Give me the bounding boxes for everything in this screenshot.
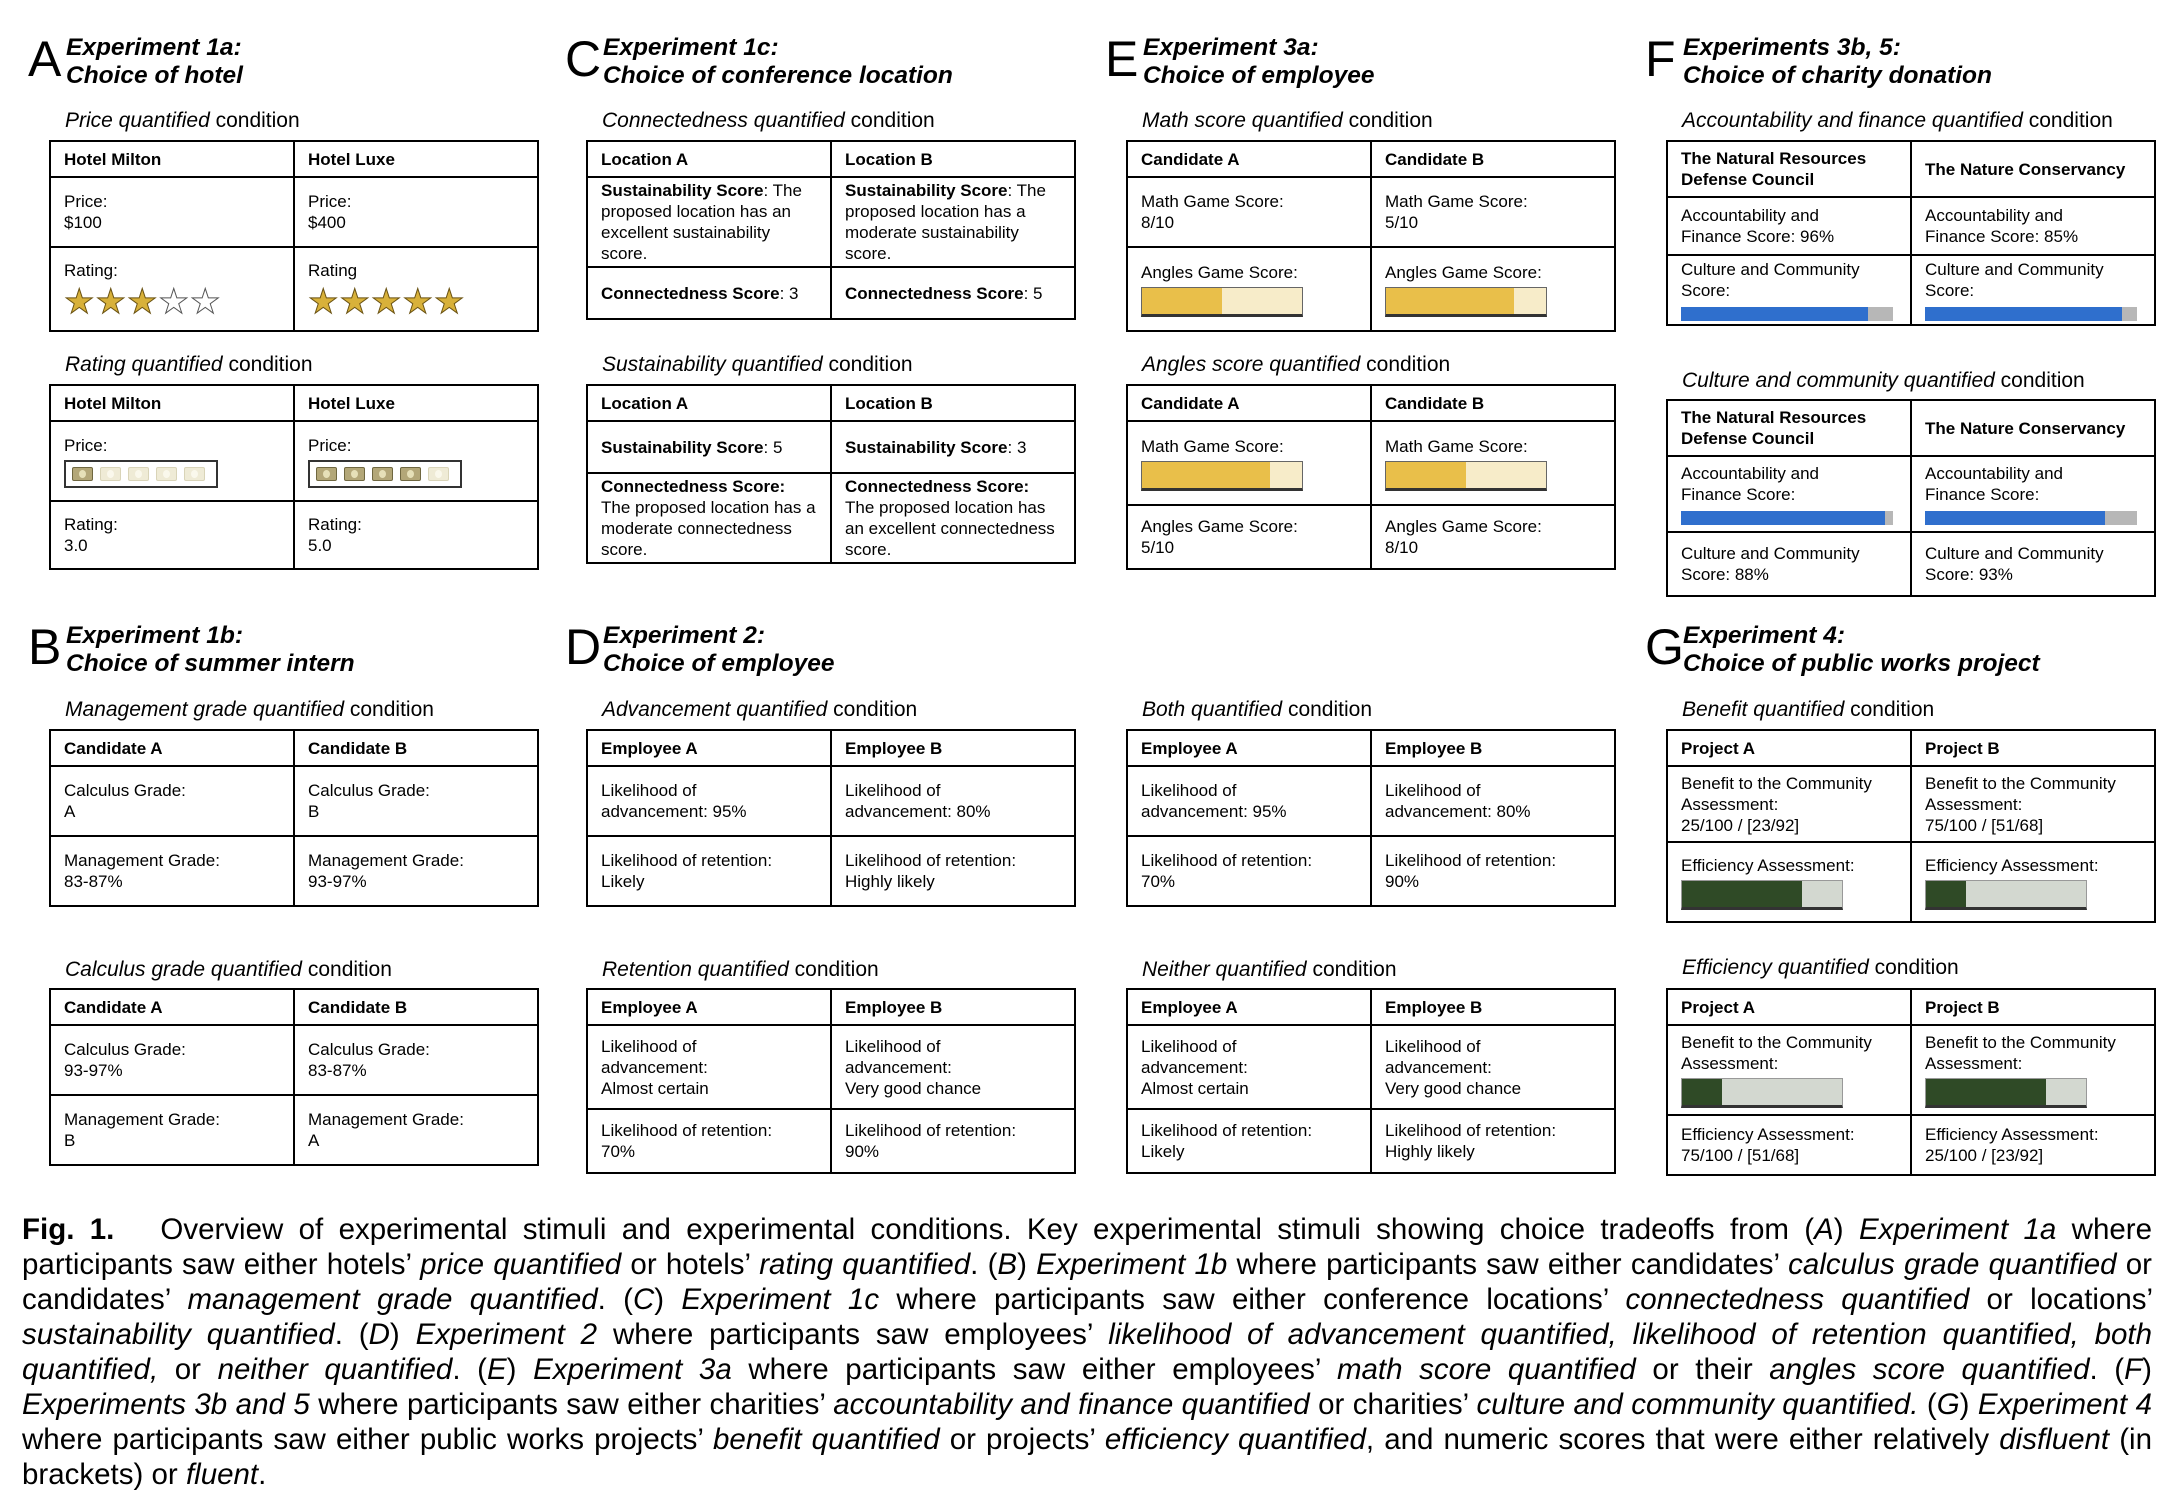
dollar-bill-faint-icon (156, 467, 177, 481)
score-bar-fill (1926, 881, 1966, 907)
table-cell: Likelihood of advancement: 95% (1127, 766, 1371, 836)
dollar-bill-faint-icon (128, 467, 149, 481)
table-header: Hotel Milton (50, 385, 294, 421)
dollar-rating (64, 460, 218, 488)
table-cell: Accountability and Finance Score: 96% (1667, 197, 1911, 255)
table-cell: Math Game Score: (1371, 421, 1615, 505)
panel-title: Experiment 1c: Choice of conference location (603, 34, 953, 89)
table-cell: Likelihood of advancement: Very good chance (831, 1025, 1075, 1109)
table-cell: Likelihood of advancement: Almost certain (1127, 1025, 1371, 1109)
score-bar-fill (1682, 881, 1802, 907)
dollar-bill-faint-icon (100, 467, 121, 481)
score-bar (1141, 461, 1303, 491)
star-filled-icon: ★ (126, 282, 158, 321)
table-cell: Rating: 5.0 (294, 501, 538, 569)
score-bar (1925, 1078, 2087, 1108)
star-empty-icon: ★ (158, 282, 189, 321)
stimulus-table (1666, 140, 2156, 326)
score-bar-fill (1926, 1079, 2046, 1105)
star-filled-icon: ★ (433, 282, 465, 321)
score-bar (1681, 307, 1893, 321)
condition-label: Connectedness quantified condition (602, 109, 935, 132)
score-bar-fill (1681, 307, 1868, 321)
table-cell: Efficiency Assessment: (1911, 842, 2155, 922)
table-cell: Price: $100 (50, 177, 294, 247)
stimulus-table (586, 988, 1076, 1174)
star-filled-icon: ★ (95, 282, 126, 321)
table-cell: Likelihood of advancement: Very good chance (1371, 1025, 1615, 1109)
panel-letter: A (28, 31, 62, 87)
condition-label: Calculus grade quantified condition (65, 958, 392, 981)
table-header: Employee B (831, 730, 1075, 766)
stimulus-table (1666, 988, 2156, 1176)
table-cell: Accountability and Finance Score: (1911, 456, 2155, 532)
panel-d-header (565, 618, 1085, 692)
panel-letter: D (565, 619, 602, 675)
score-bar-fill (1682, 1079, 1722, 1105)
panel-letter: F (1645, 31, 1676, 87)
table-cell: Angles Game Score: (1127, 247, 1371, 331)
table-cell: Math Game Score: (1127, 421, 1371, 505)
table-cell: Connectedness Score: The proposed location has an excellent connectedness score. (831, 473, 1075, 563)
stimulus-table (1126, 988, 1616, 1174)
table-cell: Sustainability Score: 5 (587, 421, 831, 473)
condition-label: Rating quantified condition (65, 353, 313, 376)
table-cell: Likelihood of retention: 70% (587, 1109, 831, 1173)
table-header: Employee A (1127, 989, 1371, 1025)
table-cell: Calculus Grade: 93-97% (50, 1025, 294, 1095)
table-cell: Likelihood of advancement: 80% (1371, 766, 1615, 836)
table-cell: Rating: 3.0 (50, 501, 294, 569)
condition-label: Benefit quantified condition (1682, 698, 1935, 721)
condition-label: Culture and community quantified condition (1682, 369, 2085, 392)
table-cell: Benefit to the Community Assessment: (1911, 1025, 2155, 1115)
table-header: Location B (831, 141, 1075, 177)
table-cell: Price: (50, 421, 294, 501)
dollar-bill-icon (372, 467, 393, 481)
table-header: Candidate B (294, 989, 538, 1025)
condition-label: Retention quantified condition (602, 958, 879, 981)
table-cell: Culture and Community Score: (1911, 255, 2155, 325)
score-bar (1925, 307, 2137, 321)
score-bar-fill (1142, 288, 1222, 314)
table-cell: Angles Game Score: 8/10 (1371, 505, 1615, 569)
table-header: Project A (1667, 989, 1911, 1025)
star-filled-icon: ★ (370, 282, 402, 321)
score-bar-fill (1142, 462, 1270, 488)
table-header: Project B (1911, 730, 2155, 766)
panel-title: Experiments 3b, 5: Choice of charity donation (1683, 34, 1992, 89)
stimulus-table (1126, 384, 1616, 570)
score-bar (1385, 287, 1547, 317)
condition-label: Sustainability quantified condition (602, 353, 913, 376)
stimulus-table (586, 140, 1076, 320)
table-cell: Price: $400 (294, 177, 538, 247)
star-filled-icon: ★ (64, 282, 95, 321)
table-header: Project B (1911, 989, 2155, 1025)
score-bar-fill (1386, 462, 1466, 488)
stimulus-table (586, 729, 1076, 907)
stimulus-table (49, 140, 539, 332)
table-cell: Calculus Grade: A (50, 766, 294, 836)
panel-c-header (565, 30, 1085, 104)
table-cell: Management Grade: 93-97% (294, 836, 538, 906)
table-cell: Connectedness Score: 5 (831, 267, 1075, 319)
condition-label: Management grade quantified condition (65, 698, 434, 721)
score-bar-fill (1925, 307, 2122, 321)
score-bar (1385, 461, 1547, 491)
dollar-bill-icon (344, 467, 365, 481)
table-header: Location A (587, 141, 831, 177)
table-header: Candidate A (50, 730, 294, 766)
stimulus-table (49, 384, 539, 570)
score-bar (1141, 287, 1303, 317)
table-cell: Accountability and Finance Score: 85% (1911, 197, 2155, 255)
table-cell: Likelihood of retention: Highly likely (1371, 1109, 1615, 1173)
condition-label: Both quantified condition (1142, 698, 1373, 721)
table-header: Hotel Luxe (294, 385, 538, 421)
table-header: Candidate B (1371, 141, 1615, 177)
table-header: The Natural Resources Defense Council (1667, 141, 1911, 197)
table-cell: Likelihood of retention: 90% (831, 1109, 1075, 1173)
stimulus-table (49, 988, 539, 1166)
panel-letter: B (28, 619, 62, 675)
stimulus-table (1126, 729, 1616, 907)
dollar-bill-faint-icon (428, 467, 449, 481)
star-filled-icon: ★ (402, 282, 433, 321)
star-rating (64, 282, 283, 321)
panel-f-header (1645, 30, 2165, 104)
table-header: Employee A (587, 989, 831, 1025)
table-cell: Likelihood of retention: Highly likely (831, 836, 1075, 906)
star-empty-icon: ★ (189, 282, 221, 321)
table-cell: Angles Game Score: (1371, 247, 1615, 331)
caption-text: Fig. 1. Overview of experimental stimuli and experimental conditions. Key experimental stimuli showing choice tradeoffs from (A) Experiment 1a where participants saw either hotels’ price quantified or hotels’ rating quantified. (B) Experiment 1b where participants saw either candidates’ calculus grade quantified or candidates’ management grade quantified. (C) Experiment 1c where participants saw either conference locations’ connectedness quantified or locations’ sustainability quantified. (D) Experiment 2 where participants saw employees’ likelihood of advancement quantified, likelihood of retention quantified, both quantified, or neither quantified. (E) Experiment 3a where participants saw either employees’ math score quantified or their angles score quantified. (F) Experiments 3b and 5 where participants saw either charities’ accountability and finance quantified or charities’ culture and community quantified. (G) Experiment 4 where participants saw either public works projects’ benefit quantified or projects’ efficiency quantified, and numeric scores that were either relatively disfluent (in brackets) or fluent. (22, 1213, 2161, 1491)
condition-label: Angles score quantified condition (1142, 353, 1451, 376)
table-cell: Culture and Community Score: (1667, 255, 1911, 325)
panel-letter: E (1105, 31, 1139, 87)
table-header: Employee B (831, 989, 1075, 1025)
table-cell: Accountability and Finance Score: (1667, 456, 1911, 532)
panel-b-header (28, 618, 548, 692)
table-header: Hotel Milton (50, 141, 294, 177)
stimulus-table (586, 384, 1076, 564)
table-cell: Culture and Community Score: 88% (1667, 532, 1911, 596)
table-header: Hotel Luxe (294, 141, 538, 177)
table-cell: Math Game Score: 5/10 (1371, 177, 1615, 247)
score-bar-fill (1386, 288, 1514, 314)
table-cell: Sustainability Score: 3 (831, 421, 1075, 473)
table-cell: Likelihood of advancement: Almost certain (587, 1025, 831, 1109)
table-header: The Natural Resources Defense Council (1667, 400, 1911, 456)
dollar-bill-faint-icon (184, 467, 205, 481)
score-bar-fill (1681, 511, 1885, 525)
table-header: Location A (587, 385, 831, 421)
table-cell: Sustainability Score: The proposed location has an excellent sustainability score. (587, 177, 831, 267)
table-cell: Culture and Community Score: 93% (1911, 532, 2155, 596)
table-cell: Rating ★ ★ ★ ★ ★ (294, 247, 538, 331)
table-cell: Efficiency Assessment: 75/100 / [51/68] (1667, 1115, 1911, 1175)
table-cell: Benefit to the Community Assessment: 25/100 / [23/92] (1667, 766, 1911, 842)
table-cell: Calculus Grade: B (294, 766, 538, 836)
table-cell: Benefit to the Community Assessment: (1667, 1025, 1911, 1115)
stimulus-table (1666, 729, 2156, 923)
table-header: Employee B (1371, 989, 1615, 1025)
table-header: Candidate A (50, 989, 294, 1025)
table-header: Employee B (1371, 730, 1615, 766)
panel-g-header (1645, 618, 2165, 692)
table-cell: Calculus Grade: 83-87% (294, 1025, 538, 1095)
table-cell: Benefit to the Community Assessment: 75/100 / [51/68] (1911, 766, 2155, 842)
table-cell: Management Grade: B (50, 1095, 294, 1165)
panel-title: Experiment 4: Choice of public works project (1683, 622, 2040, 677)
table-cell: Efficiency Assessment: (1667, 842, 1911, 922)
table-cell: Likelihood of retention: Likely (1127, 1109, 1371, 1173)
star-filled-icon: ★ (339, 282, 370, 321)
star-rating (308, 282, 527, 321)
condition-label: Math score quantified condition (1142, 109, 1433, 132)
stimulus-table (1126, 140, 1616, 332)
score-bar-fill (1925, 511, 2105, 525)
table-cell: Management Grade: 83-87% (50, 836, 294, 906)
table-cell: Connectedness Score: The proposed location has a moderate connectedness score. (587, 473, 831, 563)
dollar-bill-icon (400, 467, 421, 481)
table-cell: Sustainability Score: The proposed location has a moderate sustainability score. (831, 177, 1075, 267)
condition-label: Neither quantified condition (1142, 958, 1397, 981)
table-cell: Likelihood of retention: 90% (1371, 836, 1615, 906)
score-bar (1925, 511, 2137, 525)
table-cell: Management Grade: A (294, 1095, 538, 1165)
table-header: The Nature Conservancy (1911, 400, 2155, 456)
table-cell: Math Game Score: 8/10 (1127, 177, 1371, 247)
star-filled-icon: ★ (308, 282, 339, 321)
table-cell: Likelihood of advancement: 80% (831, 766, 1075, 836)
dollar-bill-icon (72, 467, 93, 481)
table-header: Location B (831, 385, 1075, 421)
condition-label: Efficiency quantified condition (1682, 956, 1959, 979)
stimulus-table (49, 729, 539, 907)
figure-caption (22, 1212, 2161, 1492)
table-header: Candidate A (1127, 385, 1371, 421)
panel-title: Experiment 3a: Choice of employee (1143, 34, 1375, 89)
table-cell: Price: (294, 421, 538, 501)
table-header: Candidate B (294, 730, 538, 766)
table-header: Employee A (587, 730, 831, 766)
panel-letter: G (1645, 619, 1684, 675)
table-header: Employee A (1127, 730, 1371, 766)
panel-e-header (1105, 30, 1625, 104)
table-cell: Likelihood of retention: 70% (1127, 836, 1371, 906)
panel-title: Experiment 1b: Choice of summer intern (66, 622, 355, 677)
condition-label: Price quantified condition (65, 109, 300, 132)
condition-label: Advancement quantified condition (602, 698, 918, 721)
table-cell: Efficiency Assessment: 25/100 / [23/92] (1911, 1115, 2155, 1175)
table-cell: Angles Game Score: 5/10 (1127, 505, 1371, 569)
table-header: The Nature Conservancy (1911, 141, 2155, 197)
panel-title: Experiment 2: Choice of employee (603, 622, 835, 677)
table-cell: Rating: ★ ★ ★ ★ ★ (50, 247, 294, 331)
panel-a-header (28, 30, 548, 104)
panel-title: Experiment 1a: Choice of hotel (66, 34, 243, 89)
score-bar (1681, 511, 1893, 525)
score-bar (1681, 880, 1843, 910)
score-bar (1681, 1078, 1843, 1108)
table-header: Candidate B (1371, 385, 1615, 421)
dollar-bill-icon (316, 467, 337, 481)
dollar-rating (308, 460, 462, 488)
table-cell: Likelihood of retention: Likely (587, 836, 831, 906)
table-header: Project A (1667, 730, 1911, 766)
table-header: Candidate A (1127, 141, 1371, 177)
table-cell: Likelihood of advancement: 95% (587, 766, 831, 836)
stimulus-table (1666, 399, 2156, 597)
panel-letter: C (565, 31, 602, 87)
score-bar (1925, 880, 2087, 910)
table-cell: Connectedness Score: 3 (587, 267, 831, 319)
condition-label: Accountability and finance quantified condition (1682, 109, 2113, 132)
